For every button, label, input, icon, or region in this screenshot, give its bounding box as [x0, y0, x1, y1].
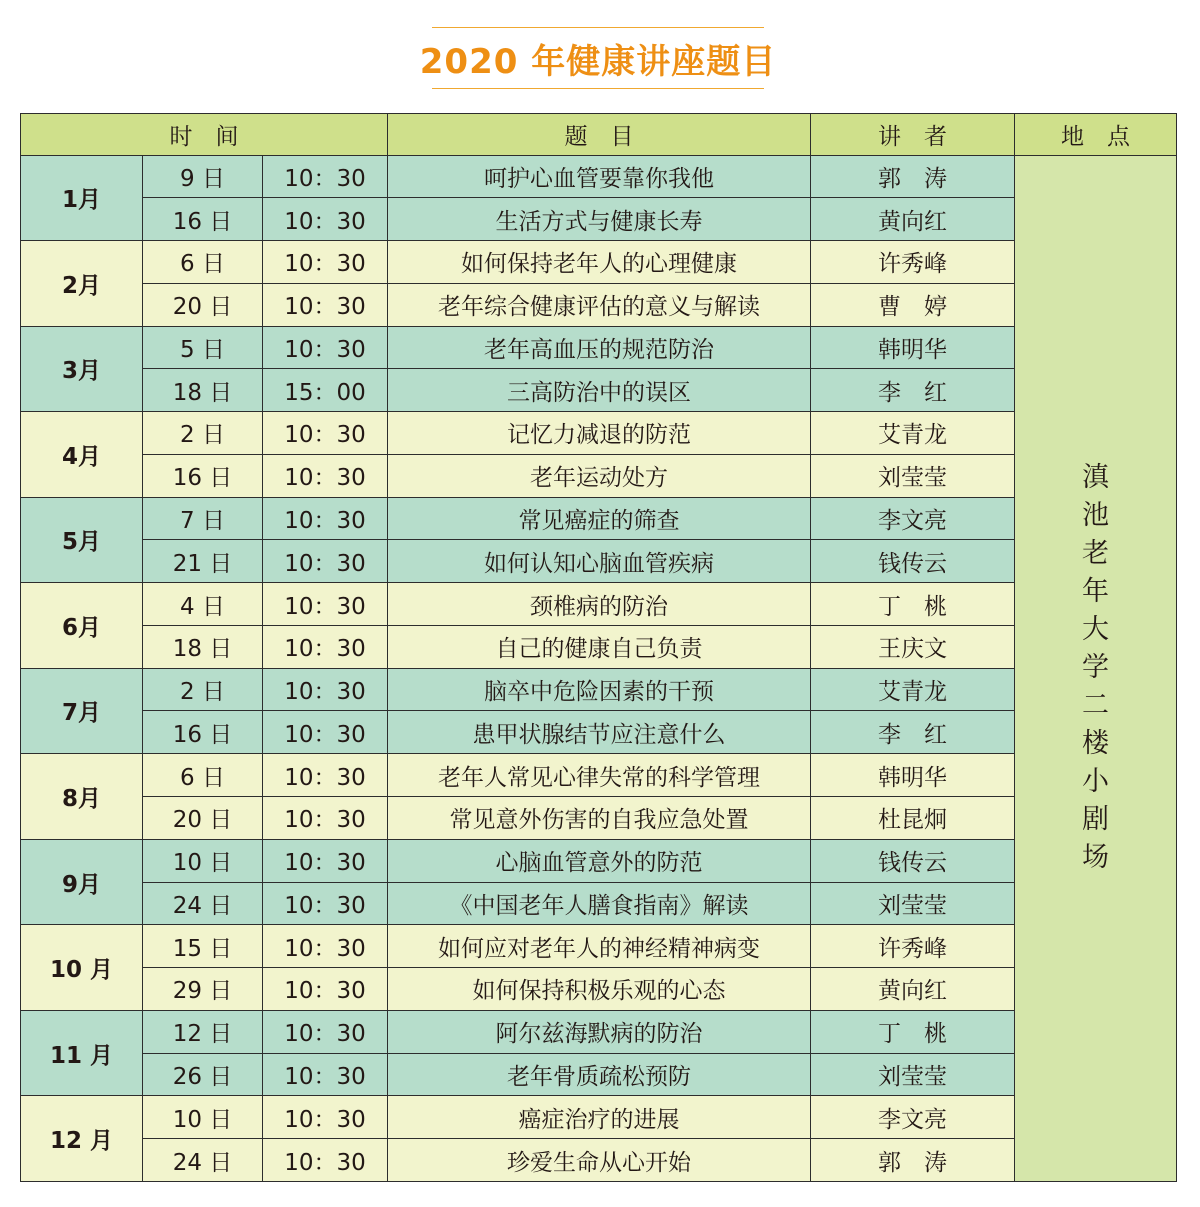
table-row	[21, 839, 1177, 882]
day-cell: 6 日	[143, 241, 263, 284]
day-cell: 24 日	[143, 1139, 263, 1182]
time-cell: 10：30	[263, 454, 388, 497]
speaker-cell: 王庆文	[811, 625, 1015, 668]
place-text: 滇池老年大学二楼小剧场	[1082, 462, 1110, 874]
header-time: 时 间	[21, 114, 388, 156]
speaker-cell: 郭 涛	[811, 155, 1015, 198]
month-cell: 12 月	[21, 1096, 143, 1182]
table-row	[21, 198, 1177, 241]
month-cell: 3月	[21, 326, 143, 412]
month-cell: 11 月	[21, 1010, 143, 1096]
time-cell: 10：30	[263, 711, 388, 754]
day-cell: 18 日	[143, 625, 263, 668]
speaker-cell: 韩明华	[811, 754, 1015, 797]
speaker-cell: 李文亮	[811, 497, 1015, 540]
time-cell: 10：30	[263, 326, 388, 369]
month-cell: 8月	[21, 754, 143, 840]
time-cell: 15：00	[263, 369, 388, 412]
time-cell: 10：30	[263, 1010, 388, 1053]
speaker-cell: 黄向红	[811, 968, 1015, 1011]
day-cell: 2 日	[143, 668, 263, 711]
day-cell: 7 日	[143, 497, 263, 540]
topic-cell: 如何认知心脑血管疾病	[388, 540, 811, 583]
speaker-cell: 郭 涛	[811, 1139, 1015, 1182]
month-cell: 9月	[21, 839, 143, 925]
month-cell: 7月	[21, 668, 143, 754]
speaker-cell: 许秀峰	[811, 925, 1015, 968]
time-cell: 10：30	[263, 925, 388, 968]
table-row	[21, 583, 1177, 626]
day-cell: 2 日	[143, 412, 263, 455]
lecture-schedule-table	[20, 113, 1177, 1182]
time-cell: 10：30	[263, 1053, 388, 1096]
table-row	[21, 1096, 1177, 1139]
time-cell: 10：30	[263, 754, 388, 797]
table-row	[21, 625, 1177, 668]
topic-cell: 常见癌症的筛查	[388, 497, 811, 540]
day-cell: 20 日	[143, 283, 263, 326]
speaker-cell: 黄向红	[811, 198, 1015, 241]
time-cell: 10：30	[263, 198, 388, 241]
table-row	[21, 241, 1177, 284]
table-row	[21, 540, 1177, 583]
topic-cell: 老年骨质疏松预防	[388, 1053, 811, 1096]
header-place: 地 点	[1015, 114, 1177, 156]
time-cell: 10：30	[263, 412, 388, 455]
time-cell: 10：30	[263, 283, 388, 326]
topic-cell: 记忆力减退的防范	[388, 412, 811, 455]
speaker-cell: 韩明华	[811, 326, 1015, 369]
title-banner	[419, 27, 777, 89]
topic-cell: 三高防治中的误区	[388, 369, 811, 412]
topic-cell: 常见意外伤害的自我应急处置	[388, 796, 811, 839]
month-cell: 4月	[21, 412, 143, 498]
table-row	[21, 1053, 1177, 1096]
table-row	[21, 155, 1177, 198]
topic-cell: 患甲状腺结节应注意什么	[388, 711, 811, 754]
speaker-cell: 许秀峰	[811, 241, 1015, 284]
topic-cell: 心脑血管意外的防范	[388, 839, 811, 882]
table-row	[21, 283, 1177, 326]
topic-cell: 老年人常见心律失常的科学管理	[388, 754, 811, 797]
time-cell: 10：30	[263, 540, 388, 583]
speaker-cell: 杜昆炯	[811, 796, 1015, 839]
header-speaker: 讲 者	[811, 114, 1015, 156]
speaker-cell: 曹 婷	[811, 283, 1015, 326]
month-cell: 5月	[21, 497, 143, 583]
speaker-cell: 刘莹莹	[811, 454, 1015, 497]
speaker-cell: 艾青龙	[811, 412, 1015, 455]
speaker-cell: 丁 桃	[811, 1010, 1015, 1053]
topic-cell: 老年综合健康评估的意义与解读	[388, 283, 811, 326]
topic-cell: 如何应对老年人的神经精神病变	[388, 925, 811, 968]
day-cell: 29 日	[143, 968, 263, 1011]
day-cell: 4 日	[143, 583, 263, 626]
speaker-cell: 钱传云	[811, 839, 1015, 882]
day-cell: 10 日	[143, 839, 263, 882]
time-cell: 10：30	[263, 241, 388, 284]
topic-cell: 老年高血压的规范防治	[388, 326, 811, 369]
topic-cell: 《中国老年人膳食指南》解读	[388, 882, 811, 925]
table-row	[21, 454, 1177, 497]
speaker-cell: 李 红	[811, 711, 1015, 754]
topic-cell: 生活方式与健康长寿	[388, 198, 811, 241]
table-row	[21, 711, 1177, 754]
day-cell: 12 日	[143, 1010, 263, 1053]
month-cell: 1月	[21, 155, 143, 241]
time-cell: 10：30	[263, 1096, 388, 1139]
time-cell: 10：30	[263, 968, 388, 1011]
time-cell: 10：30	[263, 155, 388, 198]
month-cell: 10 月	[21, 925, 143, 1011]
table-row	[21, 497, 1177, 540]
table-row	[21, 1139, 1177, 1182]
day-cell: 21 日	[143, 540, 263, 583]
page-title: 2020 年健康讲座题目	[419, 41, 777, 82]
day-cell: 16 日	[143, 454, 263, 497]
topic-cell: 阿尔兹海默病的防治	[388, 1010, 811, 1053]
month-cell: 2月	[21, 241, 143, 327]
topic-cell: 呵护心血管要靠你我他	[388, 155, 811, 198]
month-cell: 6月	[21, 583, 143, 669]
day-cell: 24 日	[143, 882, 263, 925]
table-row	[21, 882, 1177, 925]
speaker-cell: 艾青龙	[811, 668, 1015, 711]
day-cell: 16 日	[143, 198, 263, 241]
time-cell: 10：30	[263, 882, 388, 925]
topic-cell: 颈椎病的防治	[388, 583, 811, 626]
table-row	[21, 668, 1177, 711]
day-cell: 10 日	[143, 1096, 263, 1139]
table-row	[21, 796, 1177, 839]
place-cell	[1015, 155, 1177, 1182]
speaker-cell: 刘莹莹	[811, 1053, 1015, 1096]
header-topic: 题 目	[388, 114, 811, 156]
time-cell: 10：30	[263, 668, 388, 711]
table-row	[21, 412, 1177, 455]
topic-cell: 珍爱生命从心开始	[388, 1139, 811, 1182]
topic-cell: 脑卒中危险因素的干预	[388, 668, 811, 711]
table-row	[21, 968, 1177, 1011]
table-row	[21, 1010, 1177, 1053]
day-cell: 9 日	[143, 155, 263, 198]
time-cell: 10：30	[263, 625, 388, 668]
topic-cell: 自己的健康自己负责	[388, 625, 811, 668]
topic-cell: 如何保持老年人的心理健康	[388, 241, 811, 284]
time-cell: 10：30	[263, 497, 388, 540]
speaker-cell: 刘莹莹	[811, 882, 1015, 925]
topic-cell: 如何保持积极乐观的心态	[388, 968, 811, 1011]
day-cell: 16 日	[143, 711, 263, 754]
time-cell: 10：30	[263, 839, 388, 882]
table-row	[21, 369, 1177, 412]
table-row	[21, 925, 1177, 968]
day-cell: 6 日	[143, 754, 263, 797]
day-cell: 20 日	[143, 796, 263, 839]
day-cell: 5 日	[143, 326, 263, 369]
topic-cell: 老年运动处方	[388, 454, 811, 497]
time-cell: 10：30	[263, 583, 388, 626]
speaker-cell: 李文亮	[811, 1096, 1015, 1139]
day-cell: 26 日	[143, 1053, 263, 1096]
table-row	[21, 754, 1177, 797]
speaker-cell: 丁 桃	[811, 583, 1015, 626]
time-cell: 10：30	[263, 1139, 388, 1182]
day-cell: 18 日	[143, 369, 263, 412]
speaker-cell: 钱传云	[811, 540, 1015, 583]
speaker-cell: 李 红	[811, 369, 1015, 412]
table-header-row	[21, 114, 1177, 156]
day-cell: 15 日	[143, 925, 263, 968]
table-row	[21, 326, 1177, 369]
time-cell: 10：30	[263, 796, 388, 839]
topic-cell: 癌症治疗的进展	[388, 1096, 811, 1139]
